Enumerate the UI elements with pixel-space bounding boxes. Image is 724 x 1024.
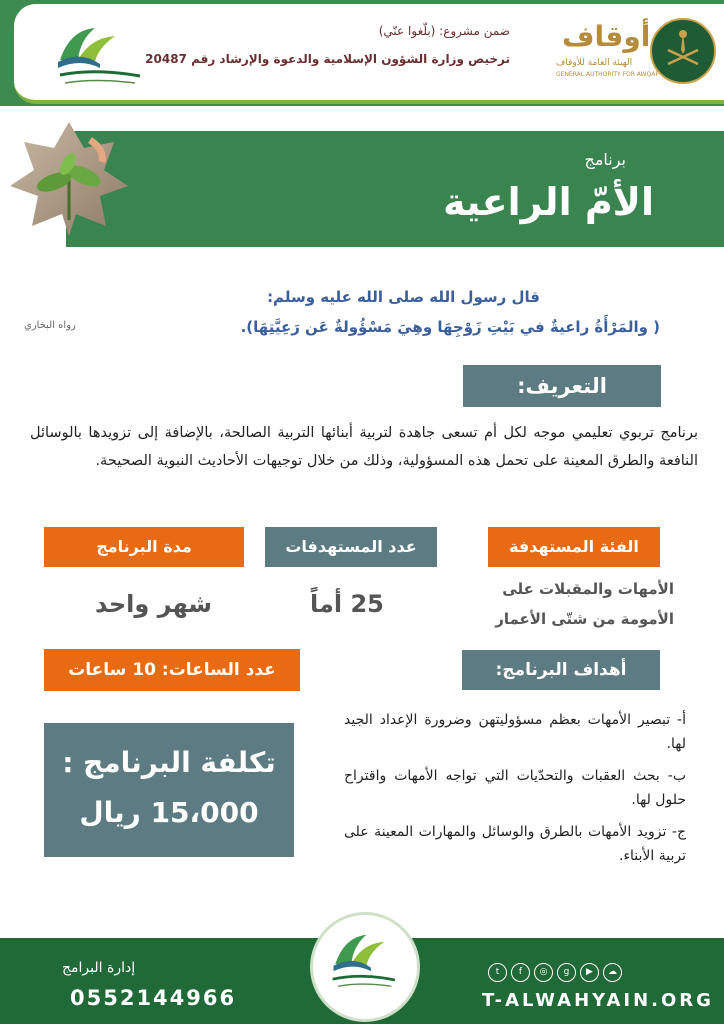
duration-label: مدة البرنامج — [44, 527, 244, 567]
target-count-value: 25 أماً — [310, 590, 384, 618]
target-count-label: عدد المستهدفات — [265, 527, 437, 567]
google-plus-icon[interactable]: g — [557, 963, 576, 982]
twitter-icon[interactable]: t — [488, 963, 507, 982]
project-line: ضمن مشروع: (بلّغوا عنّي) — [378, 24, 510, 38]
hadith-intro: قال رسول الله صلى الله عليه وسلم: — [267, 288, 540, 306]
plant-photo — [10, 120, 128, 238]
title-prefix: برنامج — [584, 150, 626, 169]
target-group-value — [495, 574, 674, 634]
target-group-line-1: الأمهات والمقبلات على — [502, 580, 674, 598]
goals-list — [344, 708, 686, 876]
phone-number[interactable]: 0552144966 — [70, 986, 237, 1010]
footer-logo — [310, 912, 420, 1022]
hadith-source: رواه البخاري — [24, 320, 76, 331]
alwahyain-logo-footer — [313, 915, 411, 1013]
cost-value: 15،000 ريال — [79, 796, 259, 829]
facebook-icon[interactable]: f — [511, 963, 530, 982]
awqaf-name: أوقاف — [562, 20, 651, 53]
saudi-emblem-icon — [650, 18, 716, 84]
hours-badge: عدد الساعات: 10 ساعات — [44, 649, 300, 691]
instagram-icon[interactable]: ◎ — [534, 963, 553, 982]
department-label: إدارة البرامج — [62, 960, 136, 976]
definition-text: برنامج تربوي تعليمي موجه لكل أم تسعى جاهدة لتربية أبنائها التربية الصالحة، بالإضافة إلى تزويدها بالوسائل النافعة والطرق المعينة على تحمل هذه المسؤولية، وذلك من خلال توجيهات الأحاديث النبوية الصحيحة. — [30, 425, 698, 469]
soundcloud-icon[interactable]: ☁ — [603, 963, 622, 982]
awqaf-subtitle-ar: الهيئة العامة للأوقاف — [556, 58, 633, 68]
target-group-line-2: الأمومة من شتّى الأعمار — [495, 610, 674, 628]
hadith-text: ( والمَرْأَةُ راعيةٌ في بَيْتِ زَوْجِهَا وهِيَ مَسْؤُولةٌ عَن رَعِيَّتِهَا). — [240, 318, 660, 336]
page-title: الأمّ الراعية — [443, 180, 654, 224]
goal-item: أ- تبصير الأمهات بعظم مسؤوليتهن وضرورة الإعداد الجيد لها. — [344, 712, 686, 752]
awqaf-subtitle-en: GENERAL AUTHORITY FOR AWQAF — [556, 71, 659, 78]
goal-item: ب- بحث العقبات والتحدّيات التي تواجه الأمهات واقتراح حلول لها. — [344, 768, 686, 808]
alwahyain-logo — [40, 20, 150, 90]
youtube-icon[interactable]: ▶ — [580, 963, 599, 982]
website-link[interactable]: T-ALWAHYAIN.ORG — [482, 990, 714, 1011]
target-group-label: الفئة المستهدفة — [488, 527, 660, 567]
cost-label: تكلفة البرنامج : — [62, 746, 276, 779]
definition-heading: التعريف: — [463, 365, 661, 407]
social-links — [488, 962, 626, 984]
goals-heading: أهداف البرنامج: — [462, 650, 660, 690]
cost-box — [44, 723, 294, 857]
goal-item: ج- تزويد الأمهات بالطرق والوسائل والمهارات المعينة على تربية الأبناء. — [344, 824, 686, 864]
duration-value: شهر واحد — [95, 590, 213, 618]
license-line: ترخيص وزارة الشؤون الإسلامية والدعوة والإرشاد رقم 20487 — [145, 52, 510, 66]
